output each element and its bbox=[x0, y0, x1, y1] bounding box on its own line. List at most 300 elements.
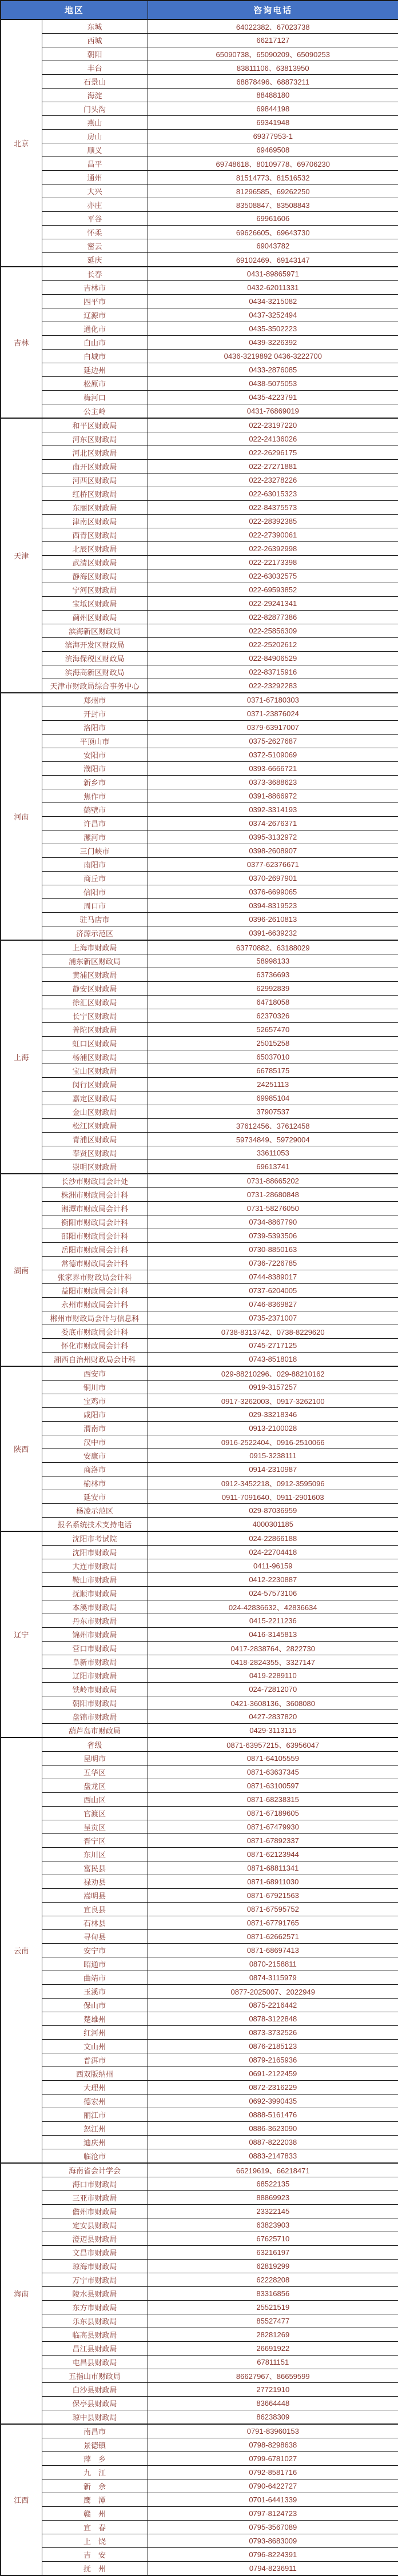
region-cell: 禄劝县 bbox=[42, 1875, 148, 1889]
table-row bbox=[1, 899, 398, 913]
region-cell: 锦州市财政局 bbox=[42, 1628, 148, 1642]
phone-cell: 0411-96159 bbox=[148, 1559, 398, 1573]
table-row bbox=[1, 198, 398, 212]
region-cell: 滨海保税区财政局 bbox=[42, 652, 148, 665]
phone-cell: 024-22866188 bbox=[148, 1531, 398, 1546]
phone-cell: 83316856 bbox=[148, 2287, 398, 2301]
region-cell: 阜新市财政局 bbox=[42, 1655, 148, 1669]
phone-cell: 022-29241341 bbox=[148, 597, 398, 611]
region-cell: 朝阳市财政局 bbox=[42, 1696, 148, 1710]
phone-cell: 029-87036959 bbox=[148, 1504, 398, 1518]
table-row bbox=[1, 1971, 398, 1985]
table-row bbox=[1, 721, 398, 735]
region-cell: 德宏州 bbox=[42, 2094, 148, 2108]
phone-cell: 83664448 bbox=[148, 2397, 398, 2410]
phone-cell: 0418-2824355、3327147 bbox=[148, 1655, 398, 1669]
table-row bbox=[1, 968, 398, 982]
phone-cell: 0912-3452218、0912-3595096 bbox=[148, 1476, 398, 1490]
phone-cell: 0736-7226785 bbox=[148, 1257, 398, 1270]
phone-cell: 022-84906529 bbox=[148, 652, 398, 665]
phone-cell: 0744-8389017 bbox=[148, 1270, 398, 1284]
region-cell: 延边州 bbox=[42, 363, 148, 377]
phone-cell: 0415-2211236 bbox=[148, 1614, 398, 1628]
region-cell: 长春 bbox=[42, 267, 148, 281]
phone-cell: 0731-58276050 bbox=[148, 1202, 398, 1215]
table-row bbox=[1, 404, 398, 419]
region-cell: 天津市财政局综合事务中心 bbox=[42, 679, 148, 693]
region-cell: 西双版纳州 bbox=[42, 2067, 148, 2081]
phone-cell: 024-42836632、42836634 bbox=[148, 1600, 398, 1614]
region-cell: 本溪市财政局 bbox=[42, 1600, 148, 1614]
region-cell: 昭通市 bbox=[42, 1957, 148, 1971]
phone-cell: 022-26296175 bbox=[148, 446, 398, 460]
region-cell: 河北区财政局 bbox=[42, 446, 148, 460]
table-row bbox=[1, 2438, 398, 2452]
phone-cell: 0701-6441339 bbox=[148, 2493, 398, 2507]
phone-cell: 69748618、80109778、69706230 bbox=[148, 157, 398, 171]
table-row bbox=[1, 2287, 398, 2301]
region-cell: 辽阳市财政局 bbox=[42, 1669, 148, 1683]
table-row bbox=[1, 1985, 398, 1999]
region-cell: 白山市 bbox=[42, 336, 148, 350]
phone-cell: 25521519 bbox=[148, 2301, 398, 2314]
phone-cell: 022-26392998 bbox=[148, 542, 398, 556]
region-cell: 景德镇 bbox=[42, 2438, 148, 2452]
phone-cell: 0871-67892337 bbox=[148, 1834, 398, 1848]
table-row bbox=[1, 267, 398, 281]
table-row bbox=[1, 1092, 398, 1105]
region-cell: 陵水县财政局 bbox=[42, 2287, 148, 2301]
region-cell: 萍 乡 bbox=[42, 2452, 148, 2466]
region-cell: 海南省会计学会 bbox=[42, 2163, 148, 2177]
phone-cell: 0439-3226392 bbox=[148, 336, 398, 350]
table-row bbox=[1, 913, 398, 926]
table-row bbox=[1, 762, 398, 776]
phone-cell: 0379-63917007 bbox=[148, 721, 398, 735]
region-cell: 宜良县 bbox=[42, 1903, 148, 1916]
region-cell: 三门峡市 bbox=[42, 844, 148, 858]
region-cell: 嘉定区财政局 bbox=[42, 1092, 148, 1105]
table-row bbox=[1, 1861, 398, 1875]
region-cell: 常德市财政局会计科 bbox=[42, 1257, 148, 1270]
table-row bbox=[1, 1119, 398, 1133]
phone-cell: 0372-5109069 bbox=[148, 748, 398, 762]
region-cell: 沈阳市财政局 bbox=[42, 1546, 148, 1559]
table-row bbox=[1, 1449, 398, 1463]
province-label: 陕西 bbox=[1, 1366, 42, 1531]
table-row bbox=[1, 19, 398, 34]
table-row bbox=[1, 1738, 398, 1752]
region-column-header: 地区 bbox=[1, 1, 148, 19]
region-cell: 蓟州区财政局 bbox=[42, 611, 148, 624]
region-cell: 宜 春 bbox=[42, 2521, 148, 2534]
table-row bbox=[1, 460, 398, 474]
province-label: 天津 bbox=[1, 418, 42, 693]
region-cell: 大兴 bbox=[42, 184, 148, 198]
region-cell: 安宁市 bbox=[42, 1944, 148, 1957]
table-row bbox=[1, 2410, 398, 2425]
table-row bbox=[1, 776, 398, 789]
table-row bbox=[1, 2424, 398, 2438]
table-row bbox=[1, 1820, 398, 1834]
region-cell: 虹口区财政局 bbox=[42, 1037, 148, 1050]
table-row bbox=[1, 1531, 398, 1546]
phone-cell: 024-22704418 bbox=[148, 1546, 398, 1559]
region-cell: 东方市财政局 bbox=[42, 2301, 148, 2314]
table-row bbox=[1, 1366, 398, 1381]
phone-cell: 0436-3219892 0436-3222700 bbox=[148, 350, 398, 363]
phone-cell: 0871-67595752 bbox=[148, 1903, 398, 1916]
phone-cell: 62370326 bbox=[148, 1009, 398, 1023]
region-cell: 濮阳市 bbox=[42, 762, 148, 776]
table-row bbox=[1, 844, 398, 858]
region-cell: 白城市 bbox=[42, 350, 148, 363]
table-row bbox=[1, 707, 398, 721]
phone-cell: 64718058 bbox=[148, 996, 398, 1009]
phone-cell: 022-23278226 bbox=[148, 474, 398, 487]
table-row bbox=[1, 1422, 398, 1435]
phone-cell: 69377953-1 bbox=[148, 130, 398, 143]
region-cell: 铁岭市财政局 bbox=[42, 1683, 148, 1696]
table-row bbox=[1, 1325, 398, 1339]
region-cell: 邵阳市财政局会计科 bbox=[42, 1229, 148, 1243]
phone-cell: 0376-6699065 bbox=[148, 885, 398, 899]
phone-cell: 029-88210296、029-88210162 bbox=[148, 1366, 398, 1381]
phone-cell: 0391-8866972 bbox=[148, 789, 398, 803]
region-cell: 永州市财政局会计科 bbox=[42, 1298, 148, 1311]
phone-cell: 59734849、59729004 bbox=[148, 1133, 398, 1146]
phone-cell: 024-57573106 bbox=[148, 1587, 398, 1600]
phone-cell: 81296585、69262250 bbox=[148, 184, 398, 198]
phone-cell: 022-69593852 bbox=[148, 583, 398, 597]
region-cell: 铜川市 bbox=[42, 1381, 148, 1394]
region-cell: 楚雄州 bbox=[42, 2012, 148, 2026]
phone-cell: 67625710 bbox=[148, 2232, 398, 2246]
table-row bbox=[1, 2534, 398, 2548]
table-row bbox=[1, 2342, 398, 2356]
region-cell: 河东区财政局 bbox=[42, 432, 148, 446]
region-cell: 澄迈县财政局 bbox=[42, 2232, 148, 2246]
region-cell: 琼中县财政局 bbox=[42, 2410, 148, 2425]
table-row bbox=[1, 1779, 398, 1793]
region-cell: 静海区财政局 bbox=[42, 569, 148, 583]
region-cell: 曲靖市 bbox=[42, 1971, 148, 1985]
phone-cell: 37907537 bbox=[148, 1105, 398, 1119]
table-row bbox=[1, 940, 398, 954]
phone-cell: 0797-8124723 bbox=[148, 2507, 398, 2521]
phone-cell: 69043782 bbox=[148, 239, 398, 253]
phone-cell: 0796-8224391 bbox=[148, 2548, 398, 2562]
phone-cell: 0398-2608907 bbox=[148, 844, 398, 858]
table-row bbox=[1, 679, 398, 693]
region-cell: 鹤壁市 bbox=[42, 803, 148, 817]
table-row bbox=[1, 281, 398, 295]
table-row bbox=[1, 239, 398, 253]
phone-cell: 68522135 bbox=[148, 2177, 398, 2191]
region-cell: 晋宁区 bbox=[42, 1834, 148, 1848]
phone-cell: 63823903 bbox=[148, 2218, 398, 2232]
table-row bbox=[1, 1435, 398, 1449]
phone-cell: 0419-2289110 bbox=[148, 1669, 398, 1683]
region-cell: 梅河口 bbox=[42, 391, 148, 404]
phone-cell: 37612456、37612458 bbox=[148, 1119, 398, 1133]
table-row bbox=[1, 1999, 398, 2012]
table-row bbox=[1, 1339, 398, 1353]
region-cell: 松江区财政局 bbox=[42, 1119, 148, 1133]
phone-cell: 0876-2185123 bbox=[148, 2040, 398, 2053]
table-row bbox=[1, 1559, 398, 1573]
region-cell: 青浦区财政局 bbox=[42, 1133, 148, 1146]
phone-cell: 68878496、68873211 bbox=[148, 75, 398, 89]
table-row bbox=[1, 996, 398, 1009]
table-row bbox=[1, 1546, 398, 1559]
region-cell: 滨海高新区财政局 bbox=[42, 665, 148, 679]
table-row bbox=[1, 1669, 398, 1683]
table-row bbox=[1, 1957, 398, 1971]
phone-cell: 0875-2216442 bbox=[148, 1999, 398, 2012]
table-header-row bbox=[1, 1, 398, 19]
phone-cell: 0871-68911030 bbox=[148, 1875, 398, 1889]
region-cell: 济源示范区 bbox=[42, 926, 148, 941]
table-row bbox=[1, 487, 398, 501]
region-cell: 迪庆州 bbox=[42, 2136, 148, 2149]
region-cell: 临沧市 bbox=[42, 2149, 148, 2164]
table-row bbox=[1, 954, 398, 968]
region-cell: 西城 bbox=[42, 34, 148, 47]
phone-cell: 0873-3732526 bbox=[148, 2026, 398, 2040]
phone-cell: 63736693 bbox=[148, 968, 398, 982]
region-cell: 儋州市财政局 bbox=[42, 2205, 148, 2218]
table-row bbox=[1, 830, 398, 844]
region-cell: 周口市 bbox=[42, 899, 148, 913]
region-cell: 株洲市财政局会计科 bbox=[42, 1188, 148, 1202]
table-row bbox=[1, 1600, 398, 1614]
region-cell: 西山区 bbox=[42, 1793, 148, 1807]
table-row bbox=[1, 1476, 398, 1490]
phone-cell: 0874-3115979 bbox=[148, 1971, 398, 1985]
phone-cell: 58998133 bbox=[148, 954, 398, 968]
table-row bbox=[1, 652, 398, 665]
region-cell: 张家界市财政局会计科 bbox=[42, 1270, 148, 1284]
table-row bbox=[1, 556, 398, 569]
phone-cell: 0371-67180303 bbox=[148, 693, 398, 707]
phone-cell: 0872-2316229 bbox=[148, 2081, 398, 2094]
phone-cell: 0870-2158811 bbox=[148, 1957, 398, 1971]
table-row bbox=[1, 1408, 398, 1422]
region-cell: 河西区财政局 bbox=[42, 474, 148, 487]
region-cell: 省级 bbox=[42, 1738, 148, 1752]
region-cell: 东丽区财政局 bbox=[42, 501, 148, 515]
table-row bbox=[1, 1766, 398, 1779]
province-label: 辽宁 bbox=[1, 1531, 42, 1738]
region-cell: 奉贤区财政局 bbox=[42, 1146, 148, 1160]
table-row bbox=[1, 1064, 398, 1078]
region-cell: 洛阳市 bbox=[42, 721, 148, 735]
phone-cell: 65090738、65090209、65090253 bbox=[148, 47, 398, 61]
phone-cell: 81514773、81516532 bbox=[148, 171, 398, 184]
phone-cell: 022-27390061 bbox=[148, 528, 398, 542]
phone-cell: 022-27271881 bbox=[148, 460, 398, 474]
phone-cell: 69626605、69643730 bbox=[148, 226, 398, 239]
table-row bbox=[1, 2466, 398, 2479]
phone-cell: 88869923 bbox=[148, 2191, 398, 2205]
phone-cell: 0746-8369827 bbox=[148, 1298, 398, 1311]
phone-cell: 0745-2717125 bbox=[148, 1339, 398, 1353]
table-row bbox=[1, 1160, 398, 1174]
region-cell: 新乡市 bbox=[42, 776, 148, 789]
phone-cell: 022-63032575 bbox=[148, 569, 398, 583]
phone-cell: 0395-3132972 bbox=[148, 830, 398, 844]
table-row bbox=[1, 2521, 398, 2534]
table-row bbox=[1, 1710, 398, 1724]
table-row bbox=[1, 2273, 398, 2287]
region-cell: 昆明市 bbox=[42, 1752, 148, 1766]
region-cell: 报名系统技术支持电话 bbox=[42, 1518, 148, 1532]
phone-cell: 0743-8518018 bbox=[148, 1353, 398, 1367]
table-row bbox=[1, 1903, 398, 1916]
phone-cell: 0375-2627687 bbox=[148, 735, 398, 748]
region-cell: 湘西自治州财政局会计科 bbox=[42, 1353, 148, 1367]
table-row bbox=[1, 1807, 398, 1820]
region-cell: 徐汇区财政局 bbox=[42, 996, 148, 1009]
region-cell: 平顶山市 bbox=[42, 735, 148, 748]
region-cell: 沈阳市考试院 bbox=[42, 1531, 148, 1546]
phone-cell: 67811151 bbox=[148, 2356, 398, 2369]
region-cell: 松原市 bbox=[42, 377, 148, 391]
region-cell: 南开区财政局 bbox=[42, 460, 148, 474]
table-row bbox=[1, 1587, 398, 1600]
phone-cell: 66217127 bbox=[148, 34, 398, 47]
region-cell: 焦作市 bbox=[42, 789, 148, 803]
phone-cell: 86627967、86659599 bbox=[148, 2369, 398, 2383]
region-cell: 驻马店市 bbox=[42, 913, 148, 926]
table-row bbox=[1, 432, 398, 446]
table-row bbox=[1, 1916, 398, 1930]
table-row bbox=[1, 2328, 398, 2342]
table-row bbox=[1, 2562, 398, 2576]
region-cell: 鞍山市财政局 bbox=[42, 1573, 148, 1587]
region-cell: 富民县 bbox=[42, 1861, 148, 1875]
region-cell: 朝阳 bbox=[42, 47, 148, 61]
region-cell: 保亭县财政局 bbox=[42, 2397, 148, 2410]
phone-cell: 88488180 bbox=[148, 89, 398, 102]
phone-cell: 022-25856309 bbox=[148, 624, 398, 638]
region-cell: 闵行区财政局 bbox=[42, 1078, 148, 1092]
phone-cell: 0871-67921563 bbox=[148, 1889, 398, 1903]
phone-cell: 0913-2100028 bbox=[148, 1422, 398, 1435]
region-cell: 辽源市 bbox=[42, 308, 148, 322]
table-row bbox=[1, 2232, 398, 2246]
region-cell: 杨浦区财政局 bbox=[42, 1050, 148, 1064]
phone-cell: 0738-8313742、0738-8229620 bbox=[148, 1325, 398, 1339]
table-row bbox=[1, 1009, 398, 1023]
table-row bbox=[1, 1875, 398, 1889]
table-row bbox=[1, 569, 398, 583]
table-row bbox=[1, 143, 398, 157]
region-cell: 开封市 bbox=[42, 707, 148, 721]
phone-cell: 0916-2522404、0916-2510066 bbox=[148, 1435, 398, 1449]
phone-cell: 0730-8850163 bbox=[148, 1243, 398, 1257]
phone-cell: 62228208 bbox=[148, 2273, 398, 2287]
region-cell: 吉 安 bbox=[42, 2548, 148, 2562]
region-cell: 文昌市财政局 bbox=[42, 2246, 148, 2260]
phone-cell: 0373-3688623 bbox=[148, 776, 398, 789]
table-row bbox=[1, 2218, 398, 2232]
region-cell: 抚 州 bbox=[42, 2562, 148, 2576]
region-cell: 湘潭市财政局会计科 bbox=[42, 1202, 148, 1215]
table-row bbox=[1, 2149, 398, 2164]
phone-cell: 0431-89865971 bbox=[148, 267, 398, 281]
phone-cell: 26691922 bbox=[148, 2342, 398, 2356]
region-cell: 宝坻区财政局 bbox=[42, 597, 148, 611]
phone-cell: 0887-8222038 bbox=[148, 2136, 398, 2149]
table-row bbox=[1, 102, 398, 116]
phone-cell: 69985104 bbox=[148, 1092, 398, 1105]
table-row bbox=[1, 542, 398, 556]
phone-cell: 0888-5161476 bbox=[148, 2108, 398, 2122]
phone-cell: 0915-3238111 bbox=[148, 1449, 398, 1463]
phone-cell: 0886-3623090 bbox=[148, 2122, 398, 2136]
phone-cell: 63770882、63188029 bbox=[148, 940, 398, 954]
region-cell: 浦东新区财政局 bbox=[42, 954, 148, 968]
region-cell: 燕山 bbox=[42, 116, 148, 130]
region-cell: 怀化市财政局会计科 bbox=[42, 1339, 148, 1353]
table-row bbox=[1, 583, 398, 597]
table-row bbox=[1, 885, 398, 899]
phone-cell: 0412-2230887 bbox=[148, 1573, 398, 1587]
province-label: 上海 bbox=[1, 940, 42, 1174]
region-cell: 上海市财政局 bbox=[42, 940, 148, 954]
table-row bbox=[1, 1752, 398, 1766]
table-row bbox=[1, 253, 398, 267]
table-row bbox=[1, 1353, 398, 1367]
table-row bbox=[1, 322, 398, 336]
phone-cell: 0914-2310987 bbox=[148, 1463, 398, 1476]
region-cell: 和平区财政局 bbox=[42, 418, 148, 432]
phone-cell: 0435-3502223 bbox=[148, 322, 398, 336]
region-cell: 北辰区财政局 bbox=[42, 542, 148, 556]
table-row bbox=[1, 2108, 398, 2122]
phone-cell: 85527477 bbox=[148, 2314, 398, 2328]
phone-cell: 0371-23876024 bbox=[148, 707, 398, 721]
phone-cell: 022-25202612 bbox=[148, 638, 398, 652]
table-row bbox=[1, 212, 398, 226]
table-row bbox=[1, 501, 398, 515]
table-row bbox=[1, 1793, 398, 1807]
phone-cell: 0438-5075053 bbox=[148, 377, 398, 391]
table-row bbox=[1, 1215, 398, 1229]
phone-cell: 0871-67791765 bbox=[148, 1916, 398, 1930]
table-row bbox=[1, 1848, 398, 1861]
phone-cell: 022-28392385 bbox=[148, 515, 398, 528]
phone-cell: 62992839 bbox=[148, 982, 398, 996]
region-cell: 官渡区 bbox=[42, 1807, 148, 1820]
table-row bbox=[1, 1889, 398, 1903]
phone-cell: 83811106、63813950 bbox=[148, 61, 398, 75]
phone-cell: 4000301185 bbox=[148, 1518, 398, 1532]
table-row bbox=[1, 2507, 398, 2521]
phone-cell: 69613741 bbox=[148, 1160, 398, 1174]
region-cell: 临高县财政局 bbox=[42, 2328, 148, 2342]
province-label: 河南 bbox=[1, 693, 42, 940]
region-cell: 公主岭 bbox=[42, 404, 148, 419]
region-cell: 大理州 bbox=[42, 2081, 148, 2094]
region-cell: 红桥区财政局 bbox=[42, 487, 148, 501]
table-row bbox=[1, 2369, 398, 2383]
phone-cell: 0734-8867790 bbox=[148, 1215, 398, 1229]
phone-cell: 022-82877386 bbox=[148, 611, 398, 624]
table-row bbox=[1, 350, 398, 363]
